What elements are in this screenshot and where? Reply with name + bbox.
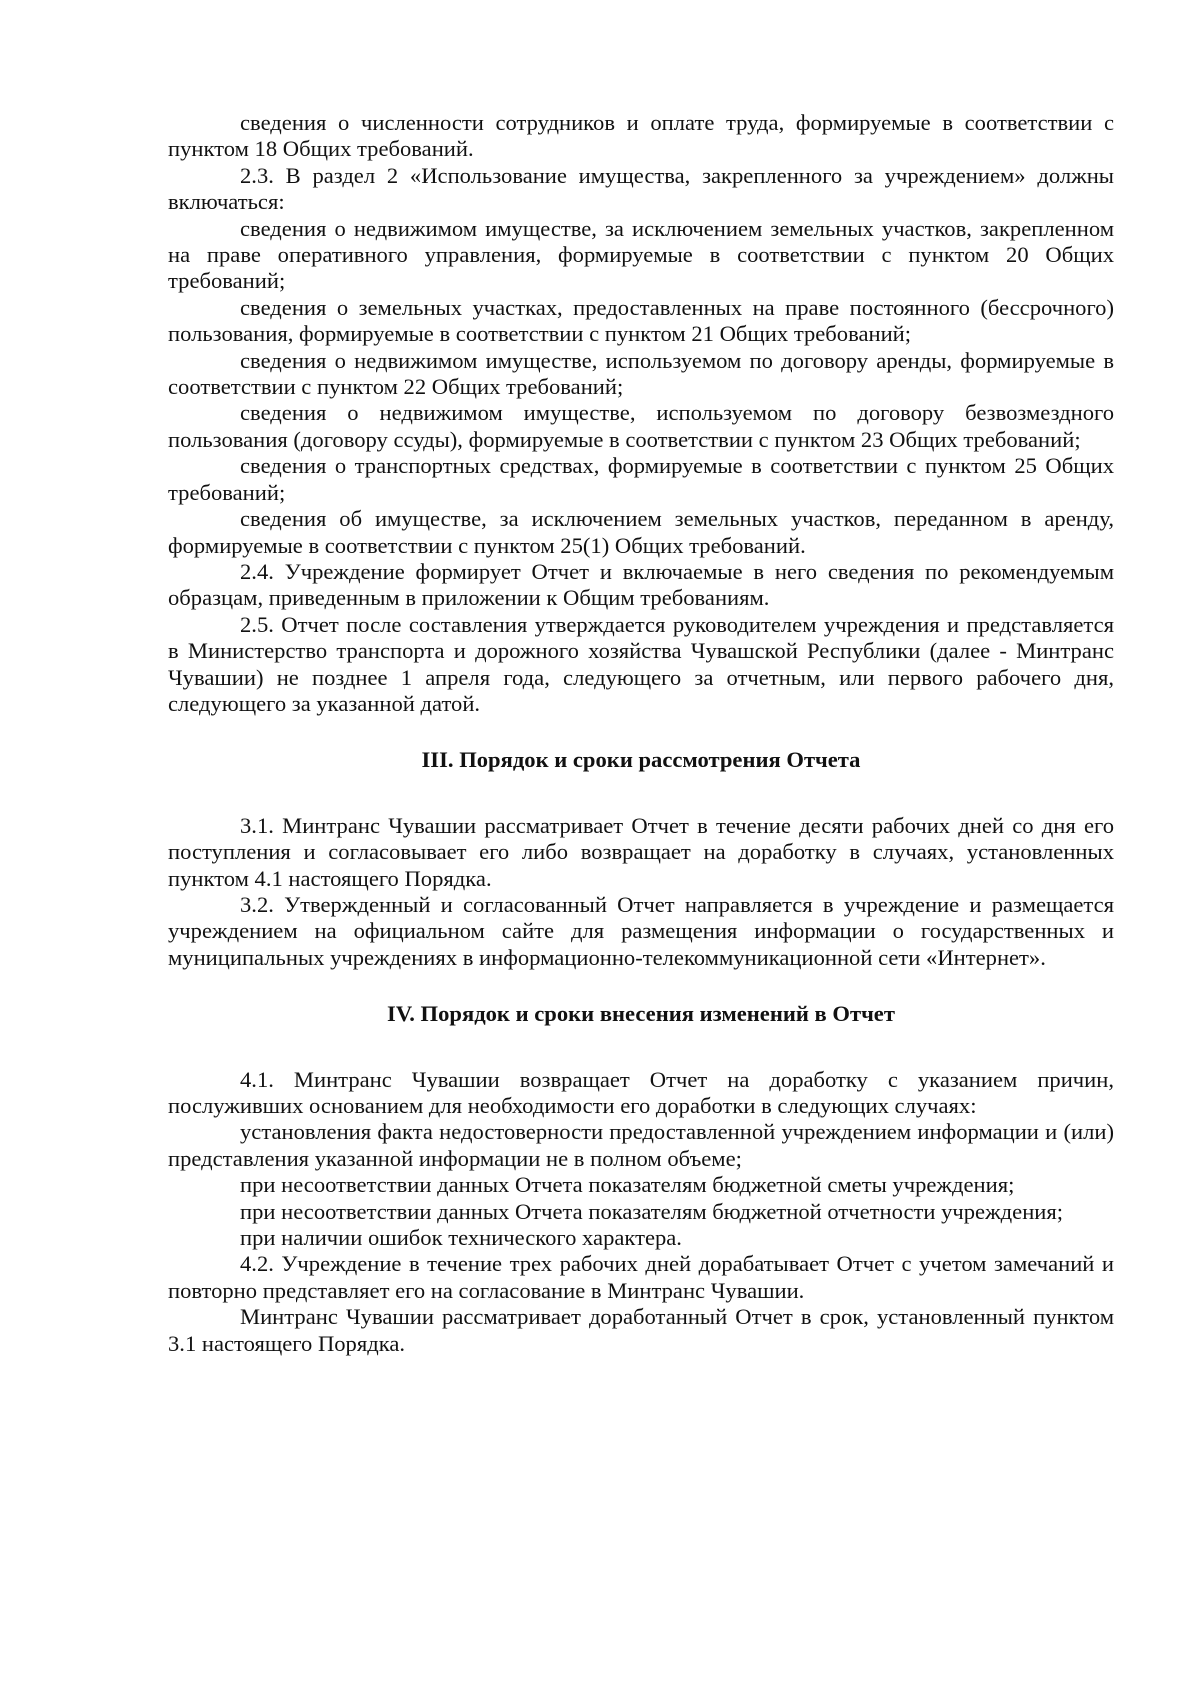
paragraph-2-5: 2.5. Отчет после составления утверждается руководителем учреждения и представляется в Министерство транспорта и дорожного хозяйства Чувашской Республики (далее - Минтранс Чувашии) не позднее 1 апреля года, следующего за отчетным, или первого рабочего дня, следующего за указанной датой. [168,611,1114,716]
paragraph-2-3: 2.3. В раздел 2 «Использование имущества, закрепленного за учреждением» должны включаться: [168,162,1114,215]
paragraph-free-use: сведения о недвижимом имуществе, используемом по договору безвозмездного пользования (договору ссуды), формируемые в соответствии с пунктом 23 Общих требований; [168,400,1114,452]
paragraph-3-1: 3.1. Минтранс Чувашии рассматривает Отчет в течение десяти рабочих дней со дня его поступления и согласовывает его либо возвращает на доработку в случаях, установленных пунктом 4.1 настоящего Порядка. [168,812,1114,891]
paragraph-land-plots: сведения о земельных участках, предоставленных на праве постоянного (бессрочного) пользования, формируемые в соответствии с пунктом 21 Общих требований; [168,294,1114,347]
paragraph-real-estate-operational: сведения о недвижимом имуществе, за исключением земельных участков, закрепленном на праве оперативного управления, формируемые в соответствии с пунктом 20 Общих требований; [168,215,1114,294]
paragraph-review-revised: Минтранс Чувашии рассматривает доработанный Отчет в срок, установленный пунктом 3.1 настоящего Порядка. [168,1304,1114,1356]
paragraph-technical-errors: при наличии ошибок технического характера. [240,1225,682,1251]
paragraph-vehicles: сведения о транспортных средствах, формируемые в соответствии с пунктом 25 Общих требований; [168,453,1114,505]
paragraph-3-2: 3.2. Утвержденный и согласованный Отчет направляется в учреждение и размещается учреждением на официальном сайте для размещения информации о государственных и муниципальных учреждениях в информационно-телекоммуникационной сети «Интернет». [168,891,1114,970]
paragraph-4-1: 4.1. Минтранс Чувашии возвращает Отчет на доработку с указанием причин, послуживших основанием для необходимости его доработки в следующих случаях: [168,1066,1114,1118]
document-page [168,110,1114,1357]
paragraph-leased-out-property: сведения об имуществе, за исключением земельных участков, переданном в аренду, формируемые в соответствии с пунктом 25(1) Общих требований. [168,506,1114,558]
paragraph-unreliable-info: установления факта недостоверности предоставленной учреждением информации и (или) представления указанной информации не в полном объеме; [168,1119,1114,1171]
paragraph-lease: сведения о недвижимом имуществе, используемом по договору аренды, формируемые в соответствии с пунктом 22 Общих требований; [168,347,1114,400]
section-4-heading: IV. Порядок и сроки внесения изменений в Отчет [387,1001,895,1027]
paragraph-staff-info: сведения о численности сотрудников и оплате труда, формируемые в соответствии с пунктом 18 Общих требований. [168,110,1114,162]
paragraph-budget-estimate: при несоответствии данных Отчета показателям бюджетной сметы учреждения; [240,1172,1015,1198]
section-3-heading: III. Порядок и сроки рассмотрения Отчета [421,747,861,773]
paragraph-budget-reporting: при несоответствии данных Отчета показателям бюджетной отчетности учреждения; [240,1198,1064,1224]
paragraph-2-4: 2.4. Учреждение формирует Отчет и включаемые в него сведения по рекомендуемым образцам, приведенным в приложении к Общим требованиям. [168,558,1114,611]
paragraph-4-2: 4.2. Учреждение в течение трех рабочих дней дорабатывает Отчет с учетом замечаний и повторно представляет его на согласование в Минтранс Чувашии. [168,1251,1114,1303]
